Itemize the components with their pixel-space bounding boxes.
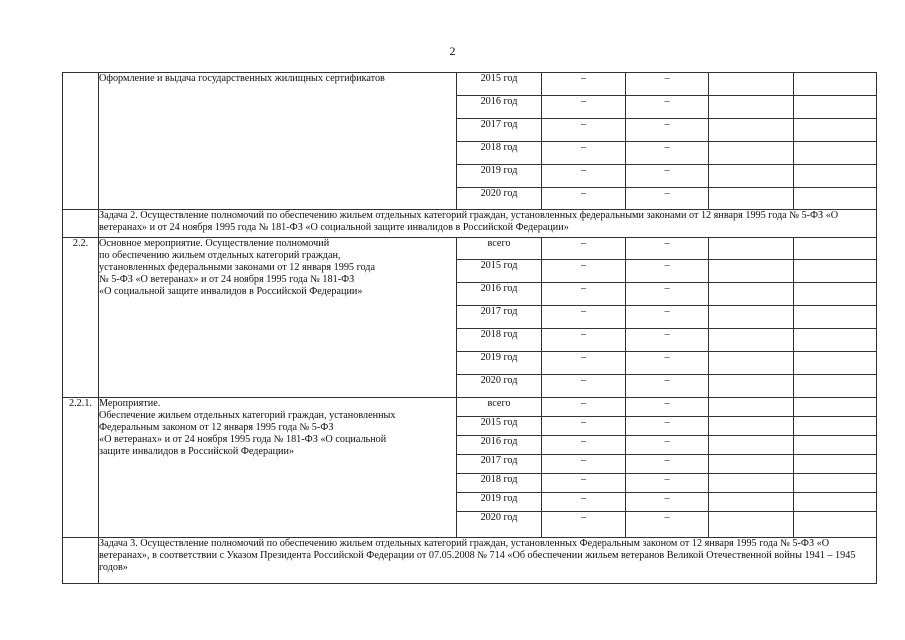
dash-cell: – xyxy=(626,260,709,283)
dash-cell: – xyxy=(542,238,626,260)
year-cell: 2020 год xyxy=(457,375,542,398)
empty-cell xyxy=(794,73,877,96)
year-cell: 2018 год xyxy=(457,142,542,165)
year-cell: 2015 год xyxy=(457,73,542,96)
dash-cell: – xyxy=(626,283,709,306)
dash-cell: – xyxy=(542,283,626,306)
dash-cell: – xyxy=(626,493,709,512)
year-cell: 2018 год xyxy=(457,329,542,352)
dash-cell: – xyxy=(542,260,626,283)
year-cell: всего xyxy=(457,398,542,417)
year-cell: всего xyxy=(457,238,542,260)
dash-cell: – xyxy=(626,165,709,188)
dash-cell: – xyxy=(626,455,709,474)
dash-cell: – xyxy=(626,436,709,455)
empty-cell xyxy=(709,165,794,188)
dash-cell: – xyxy=(626,398,709,417)
empty-cell xyxy=(794,398,877,417)
task-row xyxy=(63,538,877,584)
dash-cell: – xyxy=(542,493,626,512)
dash-cell: – xyxy=(542,165,626,188)
empty-cell xyxy=(709,329,794,352)
empty-cell xyxy=(794,436,877,455)
task-heading: Задача 2. Осуществление полномочий по обеспечению жильем отдельных категорий граждан, установленных федеральными законами от 12 января 1995 года № 5-ФЗ «О ветеранах» и от 24 ноября 1995 года № 181-ФЗ «О социальной защите инвалидов в Российской Федерации» xyxy=(99,210,877,238)
empty-cell xyxy=(794,512,877,538)
empty-cell xyxy=(709,283,794,306)
dash-cell: – xyxy=(542,417,626,436)
empty-cell xyxy=(709,493,794,512)
year-cell: 2017 год xyxy=(457,306,542,329)
dash-cell: – xyxy=(626,329,709,352)
year-cell: 2017 год xyxy=(457,119,542,142)
year-cell: 2016 год xyxy=(457,436,542,455)
year-cell: 2015 год xyxy=(457,417,542,436)
dash-cell: – xyxy=(626,512,709,538)
empty-cell xyxy=(794,493,877,512)
year-cell: 2016 год xyxy=(457,283,542,306)
empty-cell xyxy=(709,142,794,165)
dash-cell: – xyxy=(626,142,709,165)
empty-cell xyxy=(794,188,877,210)
year-cell: 2019 год xyxy=(457,165,542,188)
year-cell: 2017 год xyxy=(457,455,542,474)
dash-cell: – xyxy=(626,96,709,119)
task-heading: Задача 3. Осуществление полномочий по обеспечению жильем отдельных категорий граждан, установленных Федеральным законом от 12 января 1995 года № 5-ФЗ «О ветеранах», в соответствии с Указом Президента Российской Федерации от 07.05.2008 № 714 «Об обеспечении жильем ветеранов Великой Отечественной войны 1941 – 1945 годов» xyxy=(99,538,877,584)
year-cell: 2020 год xyxy=(457,188,542,210)
empty-cell xyxy=(709,398,794,417)
empty-cell xyxy=(709,306,794,329)
dash-cell: – xyxy=(542,352,626,375)
empty-cell xyxy=(709,188,794,210)
empty-cell xyxy=(794,142,877,165)
empty-cell xyxy=(794,238,877,260)
dash-cell: – xyxy=(542,188,626,210)
year-cell: 2015 год xyxy=(457,260,542,283)
table-row xyxy=(63,398,877,417)
empty-cell xyxy=(709,119,794,142)
dash-cell: – xyxy=(542,398,626,417)
item-number: 2.2.1. xyxy=(63,398,99,538)
empty-cell xyxy=(709,375,794,398)
empty-cell xyxy=(794,474,877,493)
empty-cell xyxy=(794,417,877,436)
empty-cell xyxy=(709,417,794,436)
page-number: 2 xyxy=(449,44,456,58)
year-cell: 2018 год xyxy=(457,474,542,493)
dash-cell: – xyxy=(542,306,626,329)
empty-cell xyxy=(709,436,794,455)
program-table xyxy=(62,72,877,584)
empty-cell xyxy=(709,474,794,493)
item-number xyxy=(63,210,99,238)
empty-cell xyxy=(794,352,877,375)
empty-cell xyxy=(709,96,794,119)
empty-cell xyxy=(709,352,794,375)
empty-cell xyxy=(709,238,794,260)
empty-cell xyxy=(794,283,877,306)
empty-cell xyxy=(709,455,794,474)
table-row xyxy=(63,238,877,260)
dash-cell: – xyxy=(542,142,626,165)
dash-cell: – xyxy=(626,188,709,210)
year-cell: 2019 год xyxy=(457,352,542,375)
empty-cell xyxy=(794,375,877,398)
item-description: Оформление и выдача государственных жилищных сертификатов xyxy=(99,73,457,210)
item-number xyxy=(63,538,99,584)
dash-cell: – xyxy=(626,375,709,398)
table-row xyxy=(63,73,877,96)
year-cell: 2019 год xyxy=(457,493,542,512)
dash-cell: – xyxy=(626,73,709,96)
year-cell: 2020 год xyxy=(457,512,542,538)
dash-cell: – xyxy=(626,474,709,493)
empty-cell xyxy=(794,96,877,119)
empty-cell xyxy=(709,73,794,96)
task-row xyxy=(63,210,877,238)
dash-cell: – xyxy=(626,306,709,329)
dash-cell: – xyxy=(626,417,709,436)
dash-cell: – xyxy=(626,352,709,375)
item-description: Мероприятие. Обеспечение жильем отдельных категорий граждан, установленных Федеральным законом от 12 января 1995 года № 5-ФЗ «О ветеранах» и от 24 ноября 1995 года № 181-ФЗ «О социальной защите инвалидов в Российской Федерации» xyxy=(99,398,457,538)
dash-cell: – xyxy=(542,329,626,352)
dash-cell: – xyxy=(542,474,626,493)
item-number: 2.2. xyxy=(63,238,99,398)
dash-cell: – xyxy=(542,73,626,96)
dash-cell: – xyxy=(626,119,709,142)
dash-cell: – xyxy=(542,436,626,455)
empty-cell xyxy=(794,329,877,352)
item-number xyxy=(63,73,99,210)
empty-cell xyxy=(794,260,877,283)
dash-cell: – xyxy=(542,375,626,398)
year-cell: 2016 год xyxy=(457,96,542,119)
empty-cell xyxy=(794,455,877,474)
empty-cell xyxy=(794,165,877,188)
dash-cell: – xyxy=(542,119,626,142)
item-description: Основное мероприятие. Осуществление полномочий по обеспечению жильем отдельных категорий граждан, установленных федеральными законами от 12 января 1995 года № 5-ФЗ «О ветеранах» и от 24 ноября 1995 года № 181-ФЗ «О социальной защите инвалидов в Российской Федерации» xyxy=(99,238,457,398)
empty-cell xyxy=(709,512,794,538)
empty-cell xyxy=(794,306,877,329)
dash-cell: – xyxy=(626,238,709,260)
dash-cell: – xyxy=(542,96,626,119)
empty-cell xyxy=(709,260,794,283)
dash-cell: – xyxy=(542,512,626,538)
dash-cell: – xyxy=(542,455,626,474)
empty-cell xyxy=(794,119,877,142)
